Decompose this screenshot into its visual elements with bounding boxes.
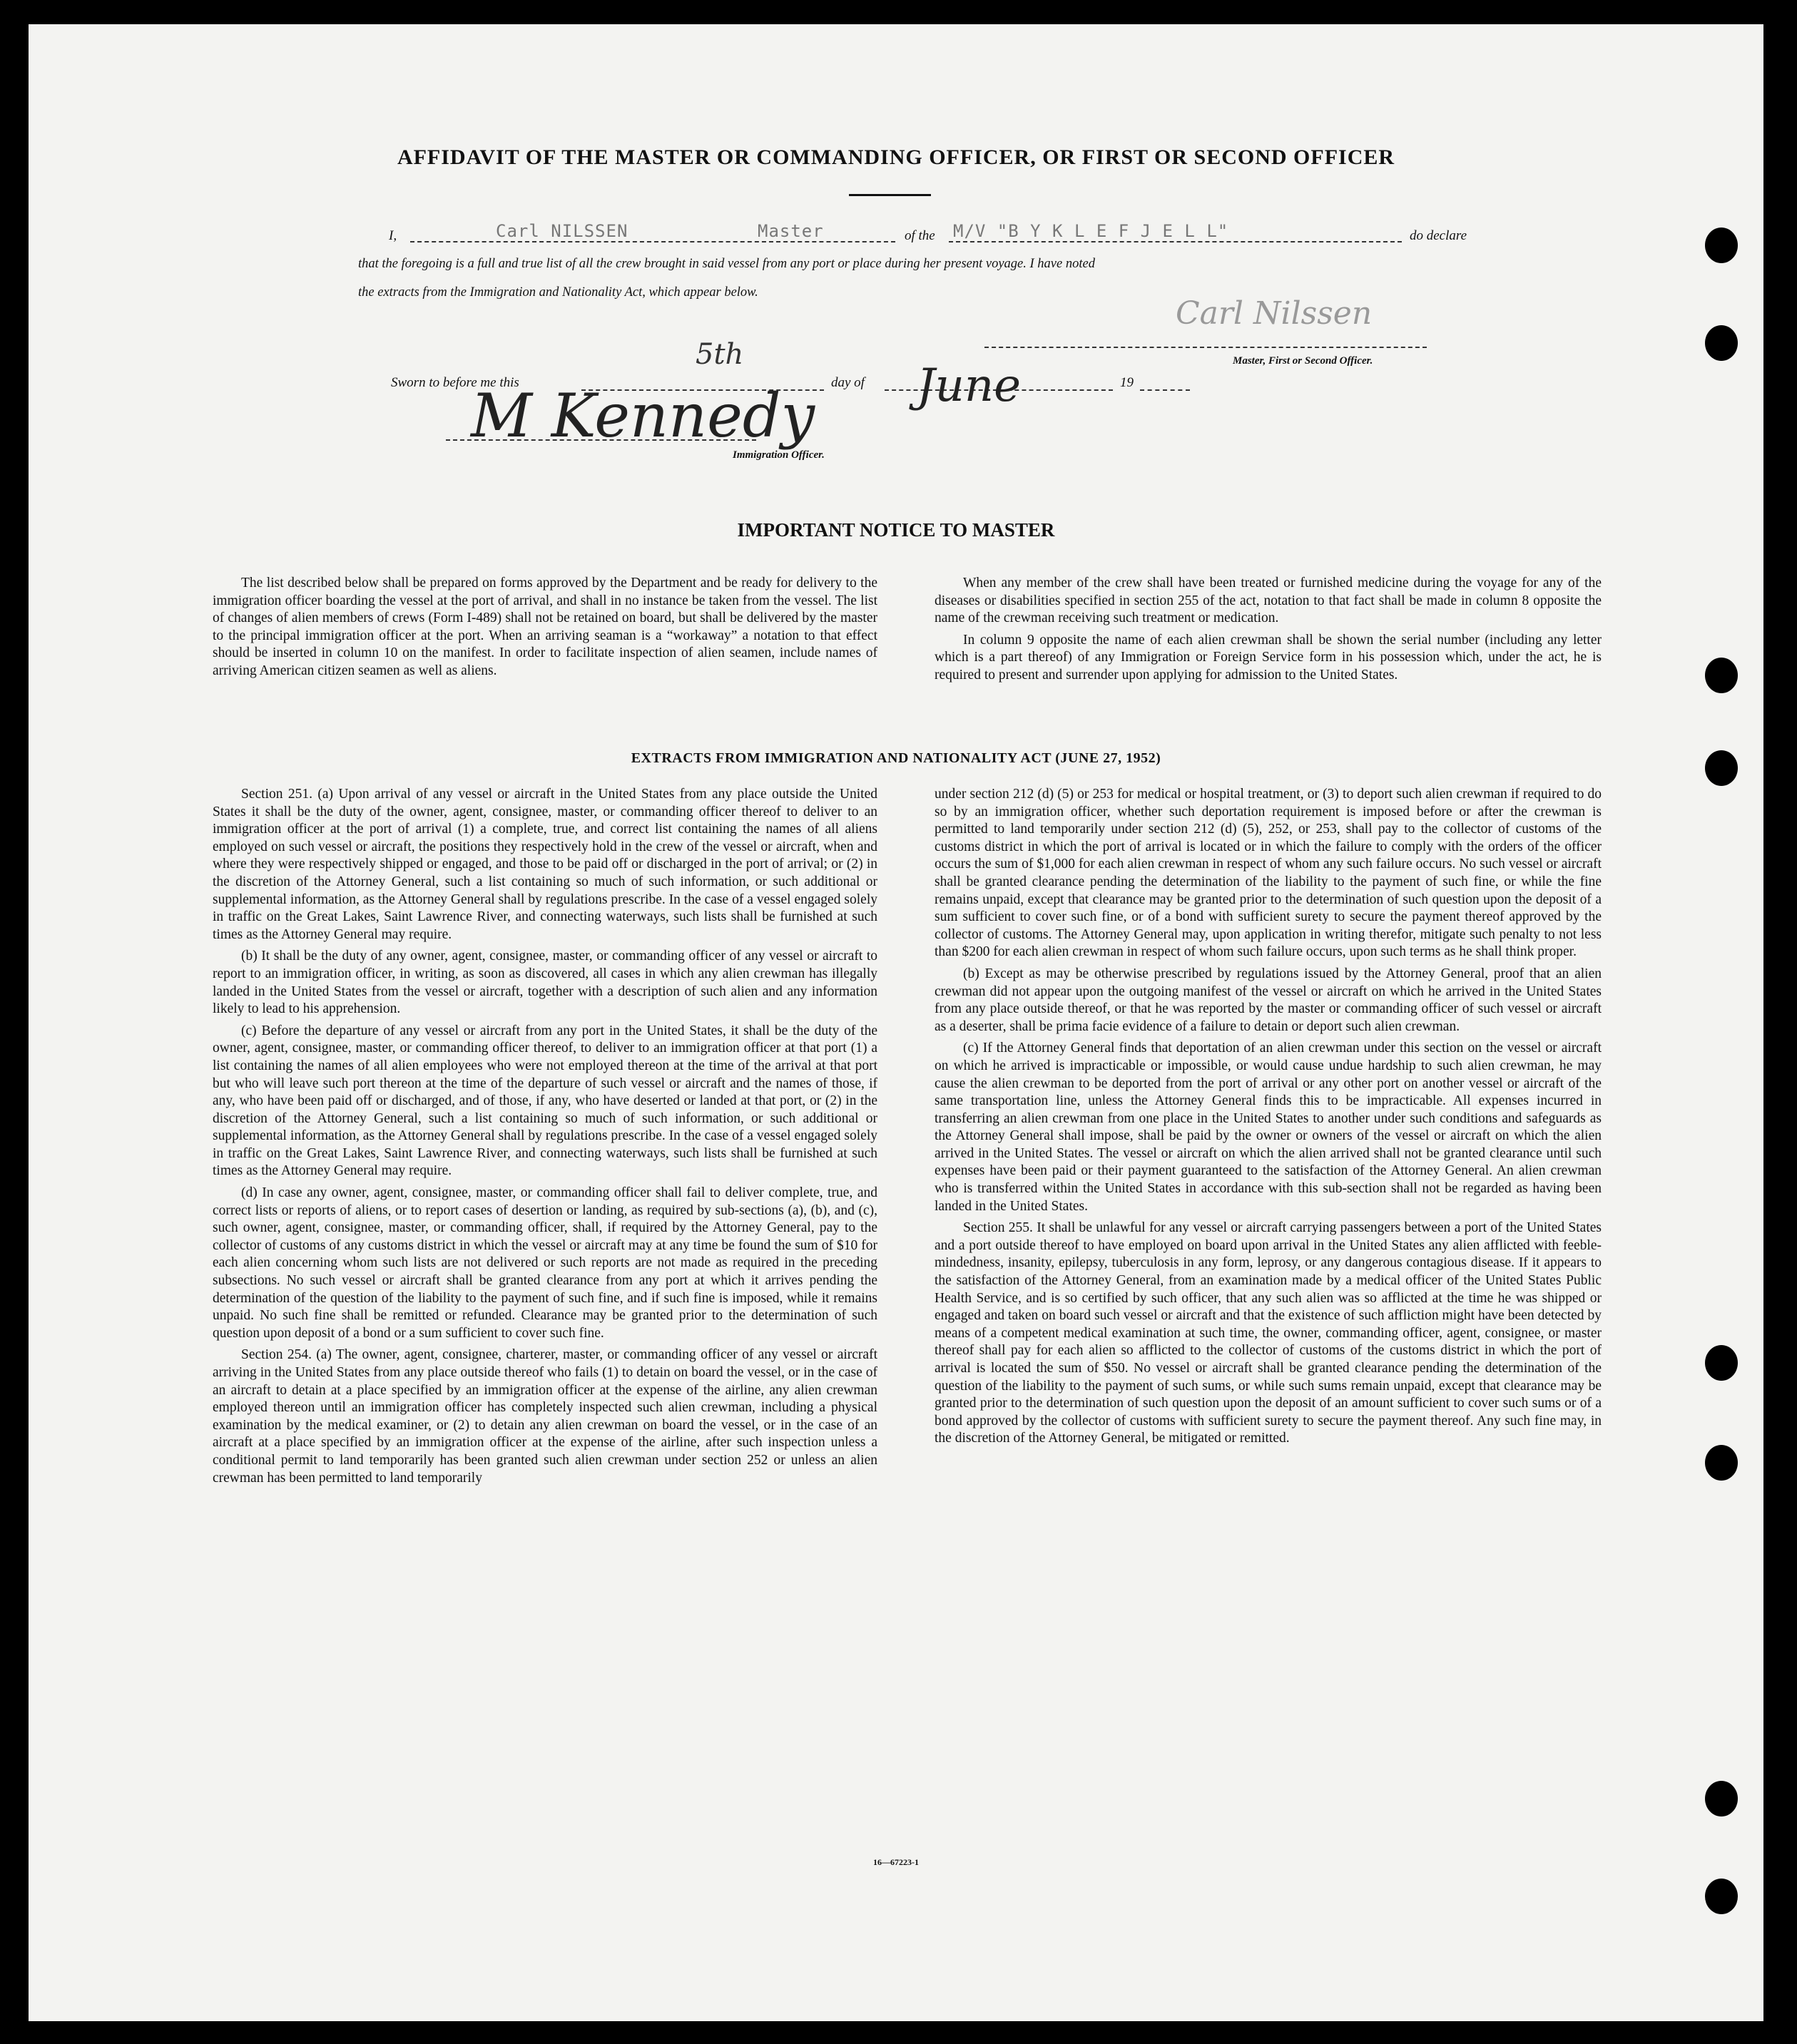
master-caption: Master, First or Second Officer. <box>1233 355 1373 367</box>
name-line <box>410 241 895 242</box>
master-signature-line <box>984 347 1427 348</box>
extracts-right-column <box>935 786 1602 1452</box>
decl-prefix: I, <box>389 228 397 243</box>
binder-hole <box>1705 1879 1738 1914</box>
extract-section-251c: (c) Before the departure of any vessel or aircraft from any port in the United States, it shall be the duty of the owner, agent, consignee, master, or commanding officer thereof, to deliver to an immigration officer at that port (1) a list containing the names of all alien employees who were not employed thereon at the time of the arrival at that port but who will leave such port thereon at the time of the departure of such vessel or aircraft and the names of those, if any, who have been paid off or discharged, and of those, if any, who have deserted or landed at that port, or (2) in the discretion of the Attorney General, such a list containing so much of such information, or such additional or supplemental information, as the Attorney General shall by regulations prescribe. In the case of a vessel engaged solely in traffic on the Great Lakes, Saint Lawrence River, and connecting waterways, such lists shall be furnished at such times as the Attorney General may require. <box>213 1023 877 1179</box>
officer-caption: Immigration Officer. <box>733 449 825 461</box>
notice-left-column <box>213 575 877 685</box>
extracts-left-column <box>213 786 877 1491</box>
extracts-heading: EXTRACTS FROM IMMIGRATION AND NATIONALITY ACT (JUNE 27, 1952) <box>631 750 1161 766</box>
vessel-name: M/V "B Y K L E F J E L L" <box>953 221 1229 241</box>
binder-hole <box>1705 325 1738 361</box>
decl-line-3: the extracts from the Immigration and Nationality Act, which appear below. <box>358 285 758 300</box>
title-rule <box>849 194 931 196</box>
of-the-label: of the <box>905 228 935 243</box>
extract-section-255: Section 255. It shall be unlawful for any vessel or aircraft carrying passengers between a port of the United States and a port outside thereof to have employed on board upon arrival in the United States any alien afflicted with feeble-mindedness, insanity, epilepsy, tuberculosis in any form, leprosy, or any dangerous contagious disease. If it appears to the satisfaction of the Attorney General, from an examination made by a medical officer of the United States Public Health Service, and is so certified by such officer, that any such alien was so afflicted at the time he was shipped or engaged and taken on board such vessel or aircraft and that the existence of such affliction might have been detected by means of a competent medical examination at such time, the owner, commanding officer, agent, consignee, or master thereof shall pay for each alien so afflicted to the collector of customs of the customs district in which the port of arrival is located the sum of $50. No vessel or aircraft shall be granted clearance pending the determination of the question of the liability to the payment of such sums, or while such sums remain unpaid, except that clearance may be granted prior to the determination of such question upon the deposit of an amount sufficient to cover such sums or of a bond approved by the collector of customs with sufficient surety to secure the payment thereof. Any such fine may, in the discretion of the Attorney General, be mitigated or remitted. <box>935 1220 1602 1446</box>
sworn-month: June <box>917 359 1021 412</box>
notice-right-column <box>935 575 1602 689</box>
extract-section-251d: (d) In case any owner, agent, consignee, master, or commanding officer shall fail to deliver complete, true, and correct lists or reports of aliens, or to report cases of desertion or landing, as required by sub-sections (a), (b), and (c), such owner, agent, consignee, master, or commanding officer, shall, if required by the Attorney General, pay to the collector of customs of any customs district in which the vessel or aircraft may at any time be found the sum of $10 for each alien concerning whom such lists are not delivered or such reports are not made as required in the preceding subsections. No such vessel or aircraft shall be granted clearance from any port at which it arrives pending the determination of the question of the liability to the payment of such fine, and if such fine is imposed, while it remains unpaid. No such fine shall be remitted or refunded. Clearance may be granted prior to the determination of such question upon deposit of a bond or a sum sufficient to cover such fine. <box>213 1185 877 1341</box>
notice-right-paragraph-2: In column 9 opposite the name of each alien crewman shall be shown the serial number (including any letter which is a part thereof) of any Immigration or Foreign Service form in his possession which, under the act, he is required to present and surrender upon applying for admission to the United States. <box>935 632 1602 683</box>
notice-right-paragraph-1: When any member of the crew shall have been treated or furnished medicine during the voyage for any of the diseases or disabilities specified in section 255 of the act, notation to that fact shall be made in column 8 opposite the name of the crewman receiving such treatment or medication. <box>935 576 1602 626</box>
vessel-line <box>949 241 1402 242</box>
binder-hole <box>1705 1781 1738 1816</box>
form-number: 16—67223-1 <box>873 1857 919 1867</box>
sworn-day: 5th <box>696 338 744 371</box>
extract-section-254c: (c) If the Attorney General finds that deportation of an alien crewman under this section on the vessel or aircraft on which he arrived is impracticable or impossible, or would cause undue hardship to such alien crewman, he may cause the alien crewman to be deported from the port of arrival or any other port on another vessel or aircraft of the same transportation line, unless the Attorney General finds this to be impracticable. All expenses incurred in transferring an alien crewman from one place in the United States to another under such conditions and safeguards as the Attorney General shall impose, shall be paid by the owner or owners of the vessel or aircraft on which the alien arrived in the United States. The vessel or aircraft on which the alien arrived shall not be granted clearance until such expenses have been paid or their payment guaranteed to the satisfaction of the Attorney General. An alien crewman who is transferred within the United States in accordance with this sub-section shall not be regarded as having been landed in the United States. <box>935 1041 1602 1214</box>
officer-signature: M Kennedy <box>471 381 815 451</box>
extract-section-254a: Section 254. (a) The owner, agent, consignee, charterer, master, or commanding officer of any vessel or aircraft arriving in the United States from any place outside thereof who fails (1) to detain on board the vessel, or in the case of an aircraft to detain at a place specified by an immigration officer at the expense of the airline, any alien crewman employed thereon until an immigration officer has completely inspected such alien crewman, including a physical examination by the medical examiner, or (2) to detain any alien crewman on board the vessel, or in the case of an aircraft at a place specified by an immigration officer at the expense of the airline, after such inspection unless a conditional permit to land temporarily has been granted such alien crewman under section 252 or unless an alien crewman has been permitted to land temporarily <box>213 1347 877 1486</box>
binder-hole <box>1705 658 1738 693</box>
year-line <box>1140 389 1190 391</box>
extract-section-251a: Section 251. (a) Upon arrival of any vessel or aircraft in the United States from any place outside the United States it shall be the duty of the owner, agent, consignee, master, or commanding officer thereof to deliver to an immigration officer at the port of arrival (1) a complete, true, and correct list containing the names of all aliens employed on such vessel or aircraft, the positions they respectively hold in the crew of the vessel or aircraft, when and where they were respectively shipped or engaged, and those to be paid off or discharged in the port of arrival; or (2) in the discretion of the Attorney General, such a list containing so much of such information, or such additional or supplemental information, as the Attorney General shall by regulations prescribe. In the case of a vessel engaged solely in traffic on the Great Lakes, Saint Lawrence River, and connecting waterways, such lists shall be furnished at such times as the Attorney General may require. <box>213 787 877 942</box>
sworn-prefix: Sworn to before me this <box>391 375 519 390</box>
notice-heading: IMPORTANT NOTICE TO MASTER <box>737 519 1055 541</box>
crew-master-rank: Master <box>758 221 824 241</box>
crew-master-name: Carl NILSSEN <box>496 221 628 241</box>
decl-line-2: that the foregoing is a full and true list of all the crew brought in said vessel from any port or place during her present voyage. I have noted <box>358 257 1095 271</box>
binder-hole <box>1705 228 1738 263</box>
day-of-label: day of <box>831 375 865 390</box>
binder-hole <box>1705 1345 1738 1381</box>
do-declare-label: do declare <box>1410 228 1467 243</box>
document-page <box>29 24 1763 2021</box>
master-signature: Carl Nilssen <box>1176 295 1373 332</box>
extract-section-251b: (b) It shall be the duty of any owner, agent, consignee, master, or commanding officer of any vessel or aircraft to report to an immigration officer, in writing, as soon as discovered, all cases in which any alien crewman has illegally landed in the United States from the vessel or aircraft, together with a description of such alien and any information likely to lead to his apprehension. <box>213 949 877 1017</box>
extract-section-254b: (b) Except as may be otherwise prescribed by regulations issued by the Attorney General, proof that an alien crewman did not appear upon the outgoing manifest of the vessel or aircraft on which he arrived in the United States from any place outside thereof, or that he was reported by the master or commanding officer of such vessel or aircraft as a deserter, shall be prima facie evidence of a failure to detain or deport such alien crewman. <box>935 966 1602 1034</box>
binder-hole <box>1705 1445 1738 1481</box>
notice-left-paragraph: The list described below shall be prepared on forms approved by the Department and be ready for delivery to the immigration officer boarding the vessel at the port of arrival, and shall in no instance be taken from the vessel. The list of changes of alien members of crews (Form I-489) shall not be retained on board, but shall be delivered by the master to the principal immigration officer at the port. When an arriving seaman is a “workaway” a notation to that effect should be inserted in column 10 on the manifest. In order to facilitate inspection of alien seamen, include names of arriving American citizen seamen as well as aliens. <box>213 576 877 678</box>
extract-section-254a-cont: under section 212 (d) (5) or 253 for medical or hospital treatment, or (3) to deport such alien crewman if required to do so by an immigration officer, whether such deportation requirement is imposed before or after the crewman is permitted to land temporarily under section 212 (d) (5), 252, or 253, shall pay to the collector of customs of the customs district in which the port of arrival is located or in which the failure to comply with the orders of the officer occurs the sum of $1,000 for each alien crewman in respect of whom any such failure occurs. No such vessel or aircraft shall be granted clearance pending the determination of the liability to the payment of such fine, or while the fine remains unpaid, except that clearance may be granted prior to the determination of such question upon the deposit of a sum sufficient to cover such fine, or of a bond with sufficient surety to secure the payment thereof approved by the collector of customs. The Attorney General may, upon application in writing therefor, mitigate such penalty to not less than $200 for each alien crewman in respect of whom such failure occurs, upon such terms as he shall think proper. <box>935 787 1602 960</box>
year-prefix: 19 <box>1120 375 1134 390</box>
affidavit-title: AFFIDAVIT OF THE MASTER OR COMMANDING OFFICER, OR FIRST OR SECOND OFFICER <box>397 145 1395 169</box>
